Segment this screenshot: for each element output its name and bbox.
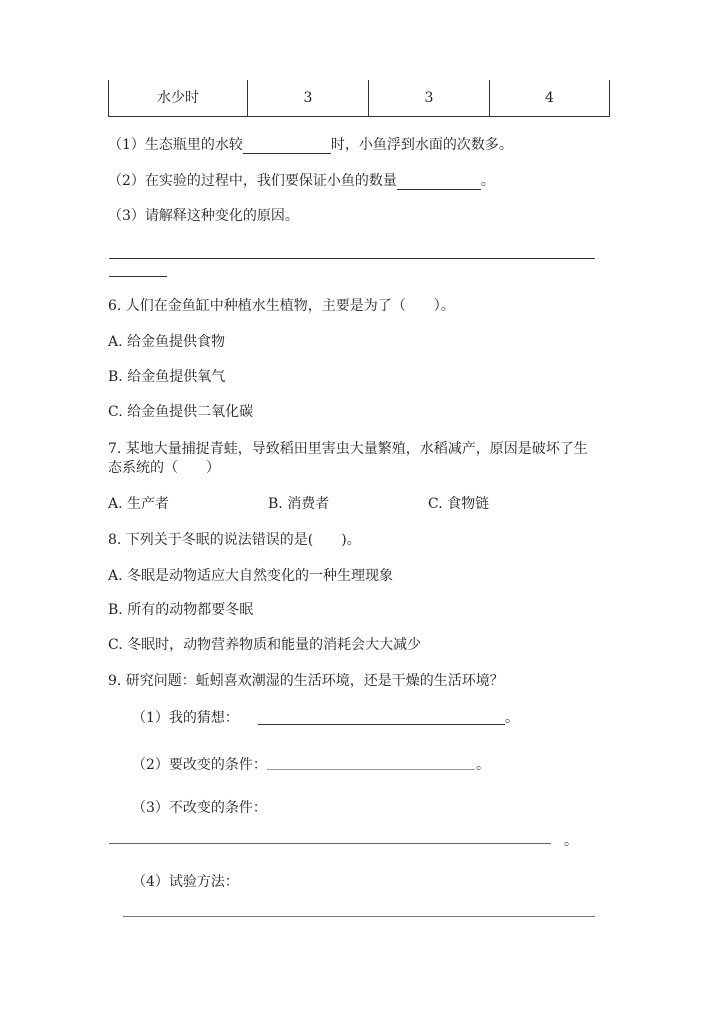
q5-sub1-text-end: 时，小鱼浮到水面的次数多。 bbox=[330, 137, 513, 153]
table-cell: 3 bbox=[247, 80, 368, 116]
q9-sub1-label: （1）我的猜想： bbox=[132, 710, 239, 726]
table-bottom-border bbox=[108, 116, 610, 117]
q5-sub1-text: （1）生态瓶里的水较 bbox=[108, 137, 243, 153]
q7-option-a[interactable]: A. 生产者 bbox=[108, 496, 170, 512]
q9-sub3-label: （3）不改变的条件： bbox=[132, 800, 267, 816]
q9-sub2-label: （2）要改变的条件： bbox=[132, 757, 267, 773]
q8-stem: 8. 下列关于冬眠的说法错误的是( )。 bbox=[108, 532, 361, 548]
answer-line[interactable] bbox=[123, 916, 595, 917]
q9-stem: 9. 研究问题：蚯蚓喜欢潮湿的生活环境，还是干燥的生活环境？ bbox=[108, 673, 504, 689]
q7-stem-line1: 7. 某地大量捕捉青蛙，导致稻田里害虫大量繁殖，水稻减产，原因是破坏了生 bbox=[108, 441, 588, 457]
answer-line[interactable] bbox=[267, 769, 475, 770]
q6-stem: 6. 人们在金鱼缸中种植水生植物，主要是为了（ ）。 bbox=[108, 298, 455, 314]
q6-option-b[interactable]: B. 给金鱼提供氧气 bbox=[108, 369, 226, 385]
table-cell: 4 bbox=[489, 80, 610, 116]
q7-option-c[interactable]: C. 食物链 bbox=[428, 496, 490, 512]
q7-stem-line2: 态系统的（ ） bbox=[108, 460, 220, 476]
answer-line[interactable] bbox=[258, 724, 505, 725]
answer-line[interactable] bbox=[109, 258, 595, 259]
q5-sub2-text-end: 。 bbox=[480, 173, 495, 189]
q8-option-c[interactable]: C. 冬眠时，动物营养物质和能量的消耗会大大减少 bbox=[108, 637, 422, 653]
answer-line[interactable] bbox=[109, 843, 551, 844]
q5-sub2-text: （2）在实验的过程中，我们要保证小鱼的数量 bbox=[108, 173, 397, 189]
q7-option-b[interactable]: B. 消费者 bbox=[268, 496, 330, 512]
table-cell-label: 水少时 bbox=[108, 80, 247, 116]
period: 。 bbox=[564, 833, 578, 849]
q6-option-c[interactable]: C. 给金鱼提供二氧化碳 bbox=[108, 404, 254, 420]
q5-sub1 bbox=[108, 136, 513, 154]
table-cell: 3 bbox=[368, 80, 489, 116]
q8-option-b[interactable]: B. 所有的动物都要冬眠 bbox=[108, 602, 254, 618]
period: 。 bbox=[476, 757, 490, 773]
q5-sub3: （3）请解释这种变化的原因。 bbox=[108, 208, 299, 224]
q6-option-a[interactable]: A. 给金鱼提供食物 bbox=[108, 334, 226, 350]
answer-line[interactable] bbox=[109, 276, 167, 277]
answer-blank[interactable] bbox=[243, 138, 331, 154]
q5-sub2 bbox=[108, 172, 495, 190]
q9-sub4-label: （4）试验方法： bbox=[132, 874, 239, 890]
answer-blank[interactable] bbox=[397, 174, 481, 190]
q8-option-a[interactable]: A. 冬眠是动物适应大自然变化的一种生理现象 bbox=[108, 568, 394, 584]
period: 。 bbox=[505, 710, 519, 726]
